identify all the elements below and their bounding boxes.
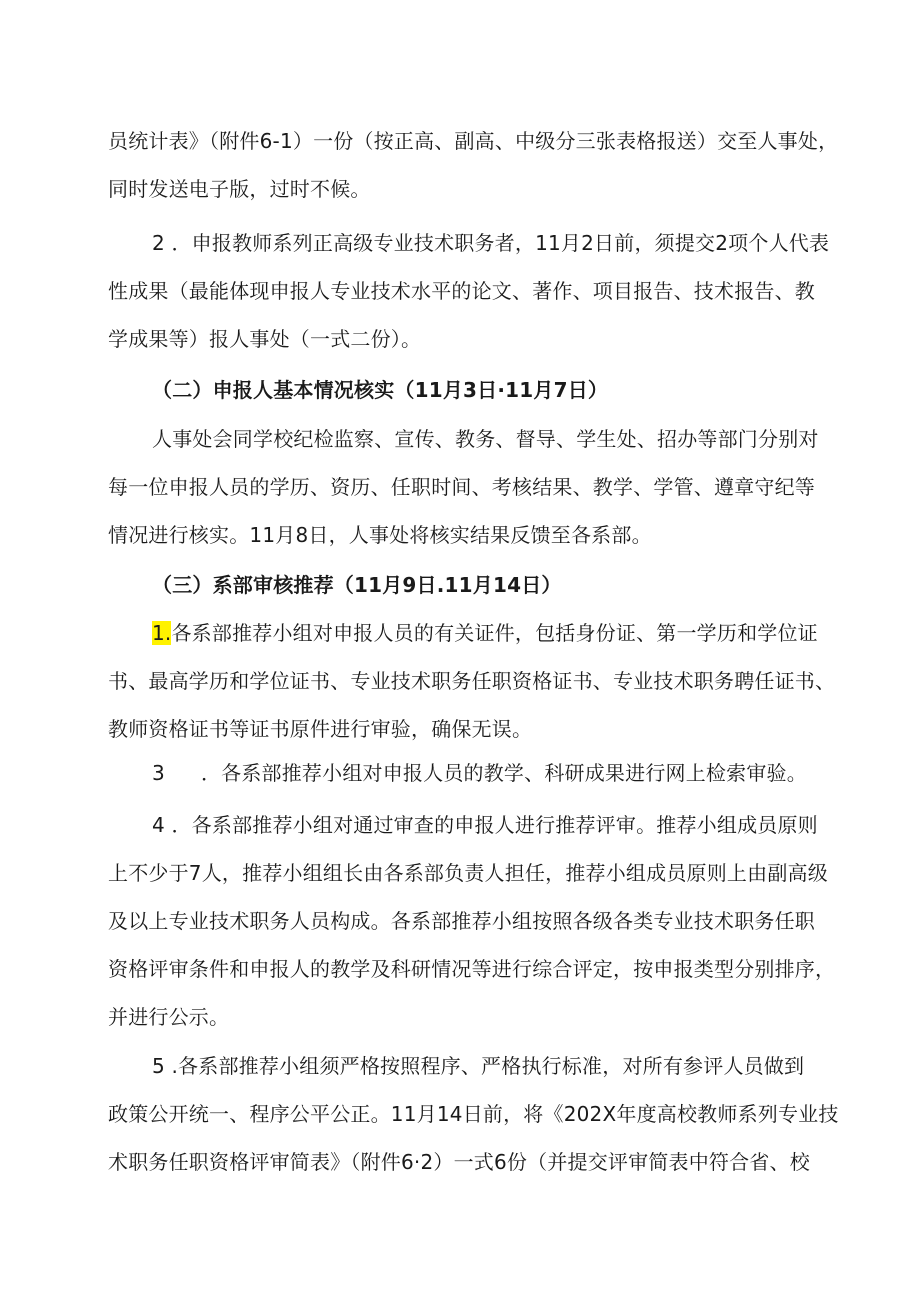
paragraph-verification [108, 415, 828, 559]
heading-text: （三）系部审核推荐（11月9日.11月14日） [152, 573, 562, 597]
text-line: 并进行公示。 [108, 1005, 230, 1029]
text-line: 2 ．申报教师系列正高级专业技术职务者，11月2日前，须提交2项个人代表 [152, 231, 830, 255]
text-line: 员统计表》（附件6-1）一份（按正高、副高、中级分三张表格报送）交至人事处， [108, 129, 839, 153]
text-line: 术职务任职资格评审简表》（附件6·2）一式6份（并提交评审简表中符合省、校 [108, 1150, 810, 1174]
item-number: 3 [152, 761, 165, 785]
heading-text: （二）申报人基本情况核实（11月3日·11月7日） [152, 378, 609, 402]
text-line: 及以上专业技术职务人员构成。各系部推荐小组按照各级各类专业技术职务任职 [108, 909, 815, 933]
text-line: 书、最高学历和学位证书、专业技术职务任职资格证书、专业技术职务聘任证书、 [108, 669, 836, 693]
text-line: 每一位申报人员的学历、资历、任职时间、考核结果、教学、学管、遵章守纪等 [108, 475, 815, 499]
text-segment: 各系部推荐小组对申报人员的有关证件，包括身份证、第一学历和学位证 [171, 621, 818, 645]
text-line: 人事处会同学校纪检监察、宣传、教务、督导、学生处、招办等部门分别对 [152, 427, 819, 451]
text-line [108, 749, 828, 797]
paragraph-item-5 [108, 1042, 839, 1186]
text-line: 同时发送电子版，过时不候。 [108, 177, 371, 201]
section-heading-3 [108, 561, 828, 609]
text-line: 情况进行核实。11月8日，人事处将核实结果反馈至各系部。 [108, 523, 652, 547]
text-line: 学成果等）报人事处（一式二份）。 [108, 327, 422, 351]
text-line: 4 ．各系部推荐小组对通过审查的申报人进行推荐评审。推荐小组成员原则 [152, 813, 818, 837]
text-segment: ．各系部推荐小组对申报人员的教学、科研成果进行网上检索审验。 [200, 761, 807, 785]
section-heading-2 [108, 366, 828, 414]
paragraph-item-1 [108, 609, 836, 753]
text-line: 教师资格证书等证书原件进行审验，确保无误。 [108, 717, 533, 741]
paragraph-intro [108, 117, 839, 213]
paragraph-item-2 [108, 219, 828, 363]
paragraph-item-3 [108, 749, 828, 797]
text-line: 资格评审条件和申报人的教学及科研情况等进行综合评定，按申报类型分别排序， [108, 957, 836, 981]
highlight-marker: 1. [152, 621, 172, 645]
text-line: 上不少于7人，推荐小组组长由各系部负责人担任，推荐小组成员原则上由副高级 [108, 861, 828, 885]
text-line: 性成果（最能体现申报人专业技术水平的论文、著作、项目报告、技术报告、教 [108, 279, 815, 303]
paragraph-item-4 [108, 801, 836, 1041]
text-line: 政策公开统一、程序公平公正。11月14日前，将《202X年度高校教师系列专业技 [108, 1102, 839, 1126]
text-line: 5 .各系部推荐小组须严格按照程序、严格执行标准，对所有参评人员做到 [152, 1054, 805, 1078]
text-line [108, 609, 828, 657]
